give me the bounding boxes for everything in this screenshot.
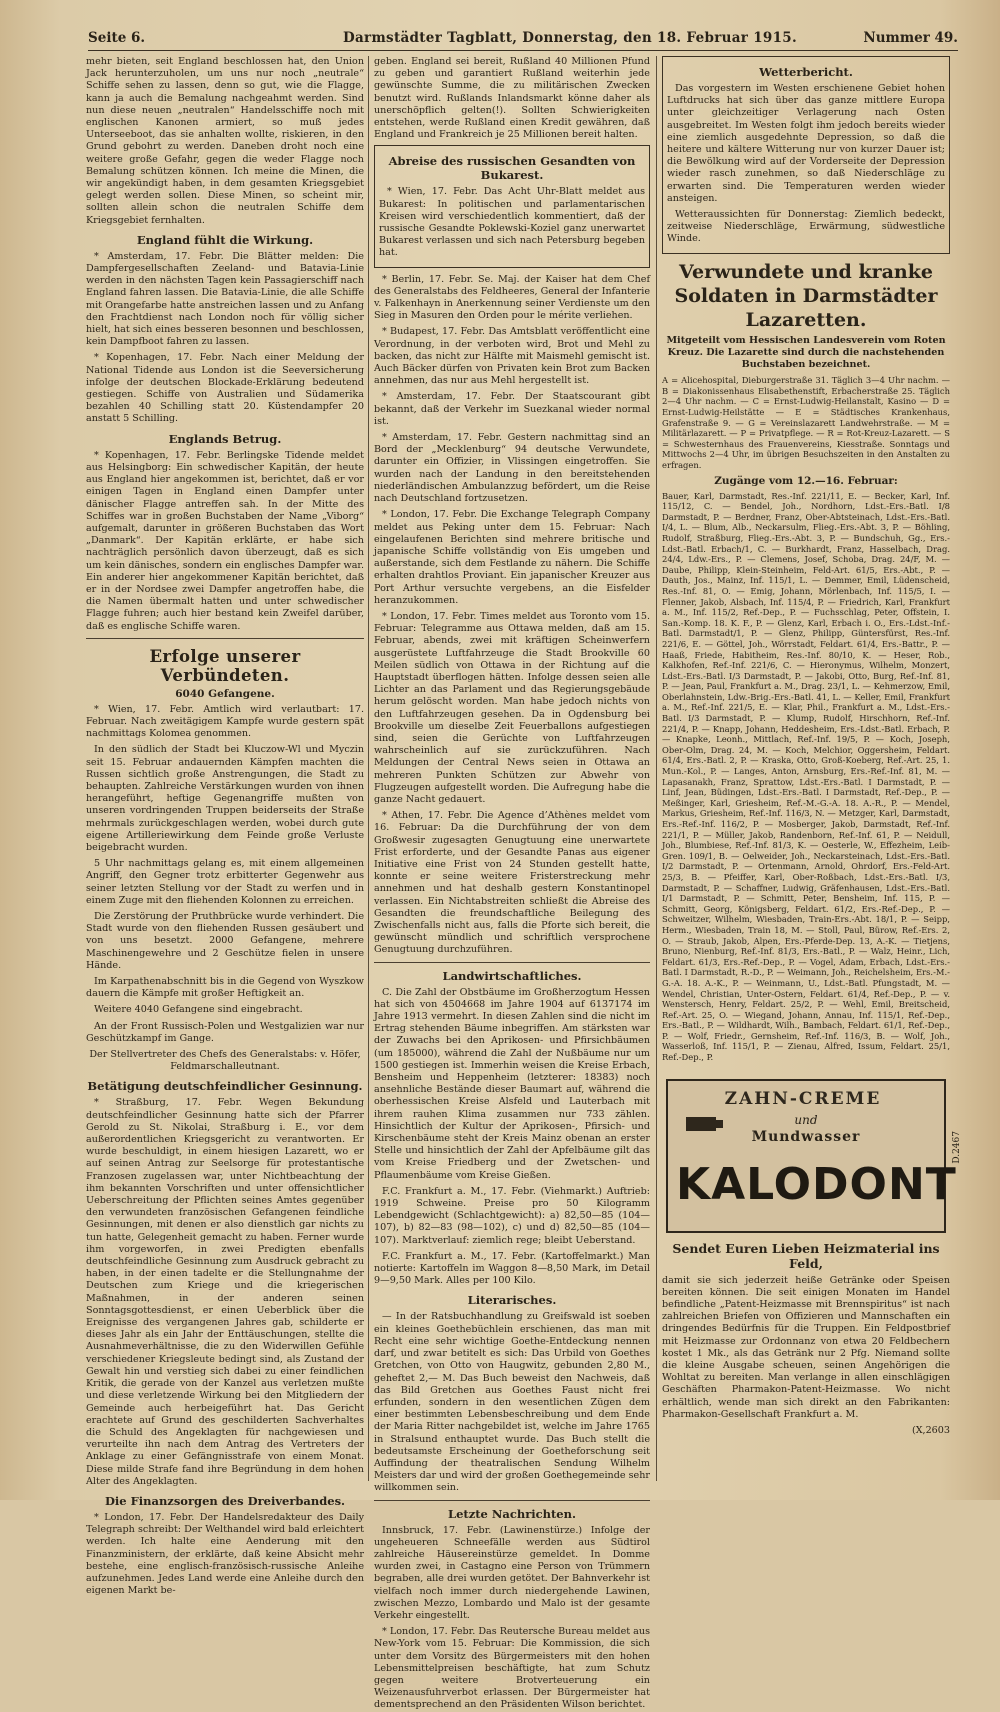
headline: Letzte Nachrichten. bbox=[448, 1506, 576, 1521]
column-3 bbox=[662, 56, 962, 1486]
headline: Englands Betrug. bbox=[168, 431, 282, 446]
article-text: In den südlich der Stadt bei Kluczow-Wl und Myczin seit 15. Februar andauernden Kämpfen machten die Russen sichtlich große Anstrengungen, die Stadt zu behaupten. Zahlreiche Verstärkungen wurden von ihnen herangeführt, heftige Gegenangriffe mußten von unseren vordringenden Truppen beiderseits der Straße mehrmals zurückgeschlagen werden, wobei durch gute eigene Artilleriewirkung dem Feinde große Verluste beigebracht wurden. bbox=[86, 744, 364, 853]
headline: Literarisches. bbox=[467, 1293, 557, 1308]
headline: Die Finanzsorgen des Dreiverbandes. bbox=[104, 1493, 346, 1508]
headline: Wetterbericht. bbox=[759, 65, 853, 79]
article-text: Mitgeteilt vom Hessischen Landesverein vom Roten Kreuz. Die Lazarette sind durch die nachstehenden Buchstaben bezeichnet. bbox=[666, 334, 946, 371]
article-text: * Kopenhagen, 17. Febr. Berlingske Tidende meldet aus Helsingborg: Ein schwedischer Kapitän, der heute aus England hier angekommen ist, berichtet, daß er vor einigen Tagen in England einen Dampfer unter dänischer Flagge antreffen sah. In der Mitte des Schiffes war in großen Buchstaben der Name „Viborg“ aufgemalt, darunter in größeren Buchstaben das Wort „Danmark“. Der Kapitän erklärte, er habe sich nachträglich persönlich davon überzeugt, daß es sich um kein dänisches, sondern ein englisches Dampfer war. Ein anderer hier angekommener Kapitän berichtet, daß er in der Nordsee zwei Dampfer angetroffen habe, die die Namen übermalt hatten und unter schwedischer Flagge fuhren; auch hier bestand kein Zweifel darüber, daß es englische Schiffe waren. bbox=[86, 449, 364, 632]
subheadline: Zugänge vom 12.—16. Februar: bbox=[714, 474, 898, 487]
article-text: * London, 17. Febr. Das Reutersche Bureau meldet aus New-York vom 15. Februar: Die Kommission, die sich unter dem Vorsitz des Bürgermeisters mit den hohen Lebensmittelpreisen beschäftigte, hat zum Schutz gegen weitere Brotverteuerung ein Weizenausfuhrverbot erlassen. Der Bürgermeister hat dementsprechend an den Präsidenten Wilson berichtet. bbox=[374, 1626, 650, 1711]
signature: Der Stellvertreter des Chefs des Generalstabs: v. Höfer, Feldmarschalleutnant. bbox=[89, 1049, 361, 1073]
article-text: C. Die Zahl der Obstbäume im Großherzogtum Hessen hat sich von 4504668 im Jahre 1904 auf 6137174 im Jahre 1913 vermehrt. In diesen Zahlen sind die nicht im Ertrag stehenden Bäume inbegriffen. Am stärksten war der Zuwachs bei den Aprikosen- und Pfirsichbäumen (um 185000), während die Zahl der Nußbäume nur um 1500 gestiegen ist. Immerhin weisen die Kreise Erbach, Bensheim und Heppenheim (letzterer: 18383) noch ansehnliche Bestände dieser Baumart auf, während die oberhessischen Kreise Alsfeld und Lauterbach mit ihrem rauhen Klima zusammen nur 733 zählen. Hinsichtlich der Kultur der Aprikosen-, Pfirsich- und Kirschenbäume steht der Kreis Mainz obenan an erster Stelle und hinsichtlich der Zahl der Apfelbäume gilt das vom Kreise Friedberg und der Zwetschen- und Pflaumenbäume vom Kreise Gießen. bbox=[374, 986, 650, 1181]
article-text: * Wien, 17. Febr. Das Acht Uhr-Blatt meldet aus Bukarest: In politischen und parlamentarischen Kreisen wird verschiedentlich kommentiert, daß der russische Gesandte Poklewski-Koziel ganz unerwartet Bukarest verlassen und sich nach Petersburg begeben hat. bbox=[379, 186, 645, 259]
article-text: * Budapest, 17. Febr. Das Amtsblatt veröffentlicht eine Verordnung, in der verboten wird, Brot und Mehl zu backen, das nicht zur Hälfte mit Maismehl gemischt ist. Auch Bäcker dürfen von Privaten kein Brot zum Backen annehmen, das nur aus Mehl hergestellt ist. bbox=[374, 326, 650, 387]
column-2 bbox=[374, 56, 650, 1711]
article-text: * Amsterdam, 17. Febr. Gestern nachmittag sind an Bord der „Mecklenburg“ 94 deutsche Verwundete, darunter ein Offizier, in Vlissingen eingetroffen. Sie wurden nach der Landung in den bereitstehenden niederländischen Ambulanzzug befördert, um die Reise nach Deutschland fortzusetzen. bbox=[374, 432, 650, 505]
headline: Erfolge unserer Verbündeten. bbox=[149, 646, 301, 685]
article-text: * Berlin, 17. Febr. Se. Maj. der Kaiser hat dem Chef des Generalstabs des Feldheeres, General der Infanterie v. Falkenhayn in Anerkennung seiner Verdienste um den Sieg in Masuren den Orden pour le mérite verliehen. bbox=[374, 273, 650, 322]
article-text: Das vorgestern im Westen erschienene Gebiet hohen Luftdrucks hat sich über das ganze mittlere Europa unter gleichzeitiger Verlagerung nach Osten ausgebreitet. Im Westen folgt ihm jedoch bereits wieder eine ziemlich ausgedehnte Depression, so daß die heitere und kältere Witterung nur von kurzer Dauer ist; die Bewölkung wird auf der Vorderseite der Depression wieder rasch zunehmen, so daß Niederschläge zu erwarten sind. Die Temperaturen werden wieder ansteigen. bbox=[667, 83, 945, 204]
weather-box bbox=[662, 56, 950, 254]
ad-code: D.2467 bbox=[952, 1130, 962, 1164]
article-text: * Amsterdam, 17. Febr. Die Blätter melden: Die Dampfergesellschaften Zeeland- und Batavia-Linie werden in den nächsten Tagen kein Passagierschiff nach England fahren lassen. Die Batavia-Linie, die alle Schiffe mit Orangefarbe hatte anstreichen lassen und zu Anfang den Frachtdienst nach London noch für völlig sicher hielt, hat sich eines besseren besonnen und beschlossen, kein Dampfboot fahren zu lassen. bbox=[86, 250, 364, 348]
article-text: * Kopenhagen, 17. Febr. Nach einer Meldung der National Tidende aus London ist die Seeversicherung infolge der deutschen Blockade-Erklärung bedeutend gestiegen. Schiffe von Australien und Südamerika bezahlen 40 Schilling statt 20. Küstendampfer 20 anstatt 5 Schilling. bbox=[86, 352, 364, 425]
ad-brand-name: KALODONT bbox=[676, 1158, 957, 1210]
ad-heading: ZAHN-CREME bbox=[724, 1088, 882, 1109]
issue-number: Nummer 49. bbox=[863, 30, 958, 46]
article-text: * London, 17. Febr. Times meldet aus Toronto vom 15. Februar: Telegramme aus Ottawa melden, daß am 15. Februar, abends, zwei mit kräftigen Scheinwerfern ausgerüstete Luftfahrzeuge die Stadt Brookville 60 Meilen südlich von Ottawa in der Richtung auf die Hauptstadt überflogen hätten. Infolge dessen seien alle Lichter an das Parlament und das Regierungsgebäude herum gelöscht worden. Man habe jedoch nichts von den Luftfahrzeugen gesehen. Da in Ogdensburg bei Brookville um dieselbe Zeit Feuerballons aufgestiegen sind, seien die Gerüchte von Luftfahrzeugen wahrscheinlich auf sie zurückzuführen. Nach Meldungen der Central News seien in Ottawa an mehreren Punkten Schützen zur Abwehr von Flugzeugen aufgestellt worden. Die Aufregung habe die ganze Nacht gedauert. bbox=[374, 610, 650, 805]
article-text: * Amsterdam, 17. Febr. Der Staatscourant gibt bekannt, daß der Verkehr im Suezkanal wieder normal ist. bbox=[374, 391, 650, 427]
article-text: Wetteraussichten für Donnerstag: Ziemlich bedeckt, zeitweise Niederschläge, Erwärmung, südwestliche Winde. bbox=[667, 209, 945, 245]
ad-subheading: Mundwasser bbox=[751, 1128, 861, 1145]
article-text: Die Zerstörung der Pruthbrücke wurde verhindert. Die Stadt wurde von den fliehenden Russen gesäubert und von uns besetzt. 2000 Gefangene, mehrere Maschinengewehre und 2 Geschütze fielen in unsere Hände. bbox=[86, 910, 364, 971]
article-box bbox=[374, 145, 650, 267]
article-text: * Wien, 17. Febr. Amtlich wird verlautbart: 17. Februar. Nach zweitägigem Kampfe wurde gestern spät nachmittags Kolomea genommen. bbox=[86, 703, 364, 740]
page-number: Seite 6. bbox=[88, 30, 146, 46]
legend-text: A = Alicehospital, Dieburgerstraße 31. Täglich 3—4 Uhr nachm. — B = Diakonissenhaus Elisabethenstift, Erbacherstraße 25. Täglich 2—4 Uhr nachm. — C = Ernst-Ludwig-Heilanstalt, Kasino — D = Ernst-Ludwig-Heilstätte — E = Städtisches Krankenhaus, Grafenstraße 9. — G = Vereinslazarett Landwehrstraße. — M = Militärlazarett. — P = Privatpflege. — R = Rot-Kreuz-Lazarett. — S = Schwesternhaus des Frauenvereins, Kiesstraße. Sonntags und Mittwochs 2—4 Uhr, im übrigen Besuchszeiten in den Anstalten zu erfragen. bbox=[662, 375, 950, 470]
article-text: An der Front Russisch-Polen und Westgalizien war nur Geschützkampf im Gange. bbox=[86, 1020, 364, 1044]
divider bbox=[86, 638, 364, 639]
masthead bbox=[88, 28, 958, 51]
article-text: mehr bieten, seit England beschlossen hat, den Union Jack herunterzuholen, um uns nur noch „neutrale“ Schiffe sehen zu lassen, denn so gut, wie die Flagge, kann ja auch die Bemalung nachgeahmt werden. Sind nun diese neuen „neutralen“ Handelsschiffe noch mit englischen Kanonen armiert, so muß jedes Unterseeboot, das sie anhalten wollte, riskieren, in den Grund gebohrt zu werden. Daneben droht noch eine weitere große Gefahr, gegen die weder Flagge noch Bemalung schützen können. Ich meine die Minen, die wir angekündigt haben, in dem gesamten Kriegsgebiet gelegt werden sollen. Diese Minen, so scheint mir, sollten allein schon die neutralen Schiffe dem Kriegsgebiet fernhalten. bbox=[86, 56, 364, 226]
article-text: F.C. Frankfurt a. M., 17. Febr. (Kartoffelmarkt.) Man notierte: Kartoffeln im Waggon 8—8,50 Mark, im Detail 9—9,50 Mark. Alles per 100 Kilo. bbox=[374, 1250, 650, 1287]
article-text: Im Karpathenabschnitt bis in die Gegend von Wyszkow dauern die Kämpfe mit großer Heftigkeit an. bbox=[86, 976, 364, 1000]
kalodont-advertisement bbox=[666, 1079, 962, 1233]
article-text: * London, 17. Febr. Die Exchange Telegraph Company meldet aus Peking unter dem 15. Februar: Nach eingelaufenen Berichten sind mehrere britische und japanische Schiffe vollständig von Eis umgeben und außerstande, sich dem Festlande zu nähern. Die Schiffe erhalten drahtlos Proviant. Ein japanischer Kreuzer aus Port Arthur versuchte vergebens, an die Eisfelder heranzukommen. bbox=[374, 509, 650, 606]
article-text: 5 Uhr nachmittags gelang es, mit einem allgemeinen Angriff, den Gegner trotz erbitterter Gegenwehr aus seiner letzten Stellung vor der Stadt zu werfen und in einem Zuge mit den fliehenden Kolonnen zu erreichen. bbox=[86, 858, 364, 906]
newspaper-title: Darmstädter Tagblatt, Donnerstag, den 18. Februar 1915. bbox=[343, 30, 797, 46]
article-text: * Athen, 17. Febr. Die Agence d’Athènes meldet vom 16. Februar: Da die Durchführung der von dem Großwesir zugesagten Genugtuung eine unerwartete Frist erforderte, und der Gesandte Panas aus eigener Initiative eine Frist von 24 Stunden gestellt hatte, konnte er seine weitere Fristerstreckung mehr annehmen und hat deshalb gestern Konstantinopel verlassen. Ein Nichtabstreiten schließt die Abreise des Gesandten die freundschaftliche Beilegung des Zwischenfalls nicht aus, falls die Pforte sich bereit, die gewünscht mündlich und schriftlich versprochene Genugtuung durchzuführen. bbox=[374, 810, 650, 956]
divider bbox=[374, 1500, 650, 1501]
headline: England fühlt die Wirkung. bbox=[136, 232, 314, 247]
article-text: damit sie sich jederzeit heiße Getränke oder Speisen bereiten können. Die seit einigen Monaten im Handel befindliche „Patent-Heizmasse mit Brennspiritus“ ist nach zahlreichen Briefen von Offizieren und Mannschaften ein dringendes Bedürfnis für die Truppen. Ein Feldpostbrief mit Heizmasse zur Ordonnanz von etwa 20 Feldbechern kostet 1 Mk., als das Getränk nur 2 Pfg. Niemand sollte die kleine Ausgabe scheuen, seinen Angehörigen die Wohltat zu bereiten. Man verlange in allen einschlägigen Geschäften Pharmakon-Patent-Heizmasse. Wo nicht erhältlich, wende man sich direkt an den Fabrikanten: Pharmakon-Gesellschaft Frankfurt a. M. bbox=[662, 1274, 950, 1420]
column-1 bbox=[86, 56, 364, 1597]
article-text: Weitere 4040 Gefangene sind eingebracht. bbox=[94, 1004, 303, 1016]
headline: Betätigung deutschfeindlicher Gesinnung. bbox=[87, 1079, 363, 1094]
article-text: — In der Ratsbuchhandlung zu Greifswald ist soeben ein kleines Goethebüchlein erschienen, das man mit Recht eine sehr wichtige Goethe-Entdeckung nennen darf, und zwar betitelt es sich: Das Urbild von Goethes Gretchen, von Otto von Haugwitz, gebunden 2,80 M., geheftet 2,— M. Das Buch beweist den Nachweis, daß das Bild Gretchen aus Goethes Faust nicht frei erfunden, sondern in den wesentlichen Zügen dem einer bestimmten Lebensbeschreibung und dem Ende der Maria Ritter nachgebildet ist, welche im Jahre 1765 in Stralsund enthauptet wurde. Das Buch stellt die bedeutsamste Erscheinung der Goetheforschung seit Auffindung der theatralischen Sendung Wilhelm Meisters dar und wird der großen Goethegemeinde sehr willkommen sein. bbox=[374, 1311, 650, 1494]
column-divider bbox=[368, 56, 369, 1481]
casualty-list: Bauer, Karl, Darmstadt, Res.-Inf. 221/11, E. — Becker, Karl, Inf. 115/12, C. — Bendel, Joh., Nordhorn, Ldst.-Ers.-Batl. I/8 Darmstadt, P. — Berdner, Franz, Ober-Abtsteinach, Ldst.-Ers.-Batl. I/4, L. — Blum, Alb., Neckarsulm, Flieg.-Ers.-Abt. 3, P. — Böhling, Rudolf, Straßburg, Flieg.-Ers.-Abt. 3, P. — Bundschuh, Gg., Ers.-Ldst.-Batl. Erbach/1, C. — Burkhardt, Franz, Hasselbach, Drag. 24/4, Ldw.-Ers., P. — Clemens, Josef, Schoba, Drag. 24/F, M. — Daube, Philipp, Klein-Steinheim, Feld-Art. 61/5, Ers.-Abt., P. — Dauth, Jos., Mainz, Inf. 115/1, L. — Demmer, Emil, Lüdenscheid, Res.-Inf. 81, O. — Emig, Johann, Mörlenbach, Inf. 115/5, I. — Flenner, Jakob, Alsbach, Inf. 115/4, P. — Friedrich, Karl, Frankfurt a. M., Inf. 115/2, Ref.-Dep., P. — Fuchsschlag, Peter, Offstein, I. San.-Komp. 18. K. F., P. — Glenz, Karl, Erbach i. O., Ers.-Ldst.-Inf.-Batl. Darmstadt/1, P. — Glenz, Philipp, Güntersfürst, Res.-Inf. 221/6, E. — Göttel, Joh., Wörrstadt, Feldart. 61/4, Ers.-Battr., P. — Haaß, Friede, Habitheim, Res.-Inf. 80/10, K. — Heser, Rob., Kalkhofen, Ref.-Inf. 221/6, C. — Hieronymus, Wilhelm, Monzert, Ldst.-Ers.-Batl. I/3 Darmstadt, P. — Jakobi, Otto, Burg, Ref.-Inf. 81, P. — Jean, Paul, Frankfurt a. M., Drag. 23/1, L. — Kehmerzow, Emil, Oberlahnstein, Ldw.-Brig.-Ers.-Batl. 41, L. — Keller, Emil, Frankfurt a. M., Ref.-Inf. 221/5, E. — Klar, Phil., Frankfurt a. M., Ldst.-Ers.-Batl. I/3 Darmstadt, P. — Klump, Rudolf, Hirschhorn, Ref.-Inf. 221/4, P. — Knapp, Johann, Heddesheim, Ers.-Ldst.-Batl. Erbach, P. — Knapke, Leonh., Mittlach, Ref.-Inf. 19/5, P. — Koch, Joseph, Ober-Olm, Drag. 24, M. — Koch, Melchior, Oggersheim, Feldart. 61/4, Ers.-Batl. 2, P. — Kraska, Otto, Groß-Koeberg, Ref.-Art. 25, 1. Mun.-Kol., P. — Langes, Anton, Arnsburg, Ers.-Ref.-Inf. 81, M. — Lapasanakh, Franz, Sprattow, Ldst.-Ers.-Batl. I Darmstadt, P. — Linf, Jean, Büdingen, Ldst.-Ers.-Batl. I Darmstadt, Ref.-Dep., P. — Meßinger, Karl, Griesheim, Ref.-M.-G.-A. 18. A.-R., P. — Mendel, Markus, Griesheim, Ref.-Inf. 116/3, N. — Metzger, Karl, Darmstadt, Ers.-Ref.-Inf. 116/2, P. — Mosberger, Jakob, Darmstadt, Ref.-Inf. 221/1, P. — Müller, Jakob, Randenborn, Ref.-Inf. 61, P. — Neidull, Joh., Blumbiese, Ref.-Inf. 81/3, K. — Oesterle, W., Effezheim, Leib-Gren. 109/1, B. — Oelweider, Joh., Neckarsteinach, Ldst.-Ers.-Batl. I/2 Darmstadt, P. — Ortenmann, Arnold, Ohrdorf, Ers.-Feld-Art. 25/3, B. — Pfeiffer, Karl, Ober-Roßbach, Ldst.-Ers.-Batl. I/3, Darmstadt, P. — Schaffner, Ludwig, Gräfenhausen, Ldst.-Ers.-Batl. I/1 Darmstadt, P. — Schmitt, Peter, Bensheim, Inf. 115, P. — Schmitt, Georg, Königsberg, Feldart. 61/2, Ers.-Ref.-Dep., P. — Schweitzer, Wilhelm, Wiesbaden, Train-Ers.-Abt. 18/1, P. — Seipp, Herm., Wiesbaden, Train 18, M. — Stoll, Paul, Bürow, Ref.-Ers. 2, O. — Straub, Jakob, Alpen, Ers.-Pferde-Dep. 13, A.-K. — Tietjens, Bruno, Nienburg, Ref.-Inf. 81/3, Ers.-Batl., P. — Walz, Heinr., Lich, Feldart. 61/3, Ers.-Ref.-Dep., P. — Vogel, Adam, Erbach, Ldst.-Ers.-Batl. I Darmstadt, R.-D., P. — Weimann, Joh., Reichelsheim, Ers.-M.-G.-A. 18. A.-K., P. — Weinmann, U., Ldst.-Batl. Pfungstadt, M. — Wendel, Christian, Unter-Ostern, Feldart. 61/4, Ref.-Dep., P. — v. Wenstersch, Henry, Feldart. 25/2, P. — Wehl, Emil, Breitscheid, Ref.-Art. 25, O. — Wiegand, Johann, Annau, Inf. 115/1, Ref.-Dep., Ers.-Batl., P. — Wildhardt, Wilh., Bambach, Feldart. 61/1, Ref.-Dep., P. — Wolf, Friedr., Gernsheim, Ref.-Inf. 116/3, B. — Wolf, Joh., Wasserloß, Inf. 115/1, P. — Zienau, Alfred, Issum, Feldart. 25/1, Ref.-Dep., P. bbox=[662, 490, 950, 1063]
headline: Abreise des russischen Gesandten von Bukarest. bbox=[388, 154, 636, 183]
ad-conjunction: und bbox=[794, 1112, 818, 1127]
ad-number: (X,2603 bbox=[911, 1425, 950, 1437]
article-text: * Straßburg, 17. Febr. Wegen Bekundung deutschfeindlicher Gesinnung hatte sich der Pfarrer Gerold zu St. Nikolai, Straßburg i. E., vor dem außerordentlichen Kriegsgericht zu verantworten. Er wurde beschuldigt, in einem hiesigen Lazarett, wo er auf seinen Antrag zur Seelsorge für protestantische Franzosen zugelassen war, unter Nichtbeachtung der ihm bekannten Vorschriften und unter offensichtlicher Ueberschreitung der Pflichten seines Amtes gegenüber den verwundeten französischen Gefangenen feindliche Gesinnungen, mit denen er also dienstlich gar nichts zu tun hatte, Gelegenheit gemacht zu haben. Ferner wurde ihm vorgeworfen, in zwei Predigten ebenfalls deutschfeindliche Gesinnung zum Ausdruck gebracht zu haben, in der einen tadelte er die Stellungnahme der Deutschen zum Kriege und die kriegerischen Maßnahmen, in der anderen seinen Sonntagsgottesdienst, er einen Ueberblick über die Ereignisse des vergangenen Jahres gab, schilderte er dieses Jahr als ein Jahr der Enttäuschungen, stellte die Ausnahmeverhältnisse, die zu den Widerwillen Gefühle verschiedener Kriegsleute bedingt sind, als Zustand der Gewalt hin und verstieg sich dabei zu einer feindlichen Kritik, die gerade von der Kanzel aus verletzen mußte und diese verletzende Wirkung bei den Mitgliedern der Gemeinde auch herbeigeführt hat. Das Gericht erachtete auf Grund des geschilderten Sachverhaltes die Schuld des Angeklagten für nachgewiesen und verurteilte ihn nach dem Antrag des Vertreters der Anklage zu einer Gefängnisstrafe von einem Monat. Diese milde Strafe fand ihre Begründung in dem hohen Alter des Angeklagten. bbox=[86, 1097, 364, 1487]
subheadline: 6040 Gefangene. bbox=[175, 687, 275, 700]
article-text: Innsbruck, 17. Febr. (Lawinenstürze.) Infolge der ungeheueren Schneefälle werden aus Südtirol zahlreiche Häusereinstürze gemeldet. In Domme wurden zwei, in Castagno eine Person von Trümmern begraben, alle drei wurden getötet. Der Bahnverkehr ist vielfach noch immer durch niedergehende Lawinen, zwischen Mezzo, Lombardo und Malo ist der gesamte Verkehr eingestellt. bbox=[374, 1524, 650, 1621]
headline: Verwundete und kranke Soldaten in Darmstädter Lazaretten. bbox=[674, 260, 938, 331]
article-text: geben. England sei bereit, Rußland 40 Millionen Pfund zu geben und garantiert Rußland weiterhin jede gewünschte Summe, die zu militärischen Zwecken benutzt wird. Rußlands Inlandsmarkt könne daher als unerschöpflich gelten(!). Sollten Schwierigkeiten entstehen, werde Rußland einen Kredit gewähren, daß England und Frankreich je 25 Millionen bereit halten. bbox=[374, 56, 650, 141]
column-divider bbox=[656, 56, 657, 1481]
article-text: F.C. Frankfurt a. M., 17. Febr. (Viehmarkt.) Auftrieb: 1919 Schweine. Preise pro 50 Kilogramm Lebendgewicht (Schlachtgewicht): a) 82,50—85 (104—107), b) 82—83 (98—102), c) und d) 82,50—85 (104—107). Marktverlauf: ziemlich rege; bleibt Ueberstand. bbox=[374, 1185, 650, 1246]
article-text: * London, 17. Febr. Der Handelsredakteur des Daily Telegraph schreibt: Der Welthandel wird bald erleichtert werden. Ich halte eine Aenderung mit den Finanzministern, der erklärte, daß keine Absicht mehr bestehe, eine englisch-französisch-russische Anleihe aufzunehmen. Jedes Land werde eine Anleihe durch den eigenen Markt be- bbox=[86, 1511, 364, 1597]
headline: Sendet Euren Lieben Heizmaterial ins Feld, bbox=[672, 1240, 940, 1271]
divider bbox=[374, 962, 650, 963]
headline: Landwirtschaftliches. bbox=[442, 968, 582, 983]
